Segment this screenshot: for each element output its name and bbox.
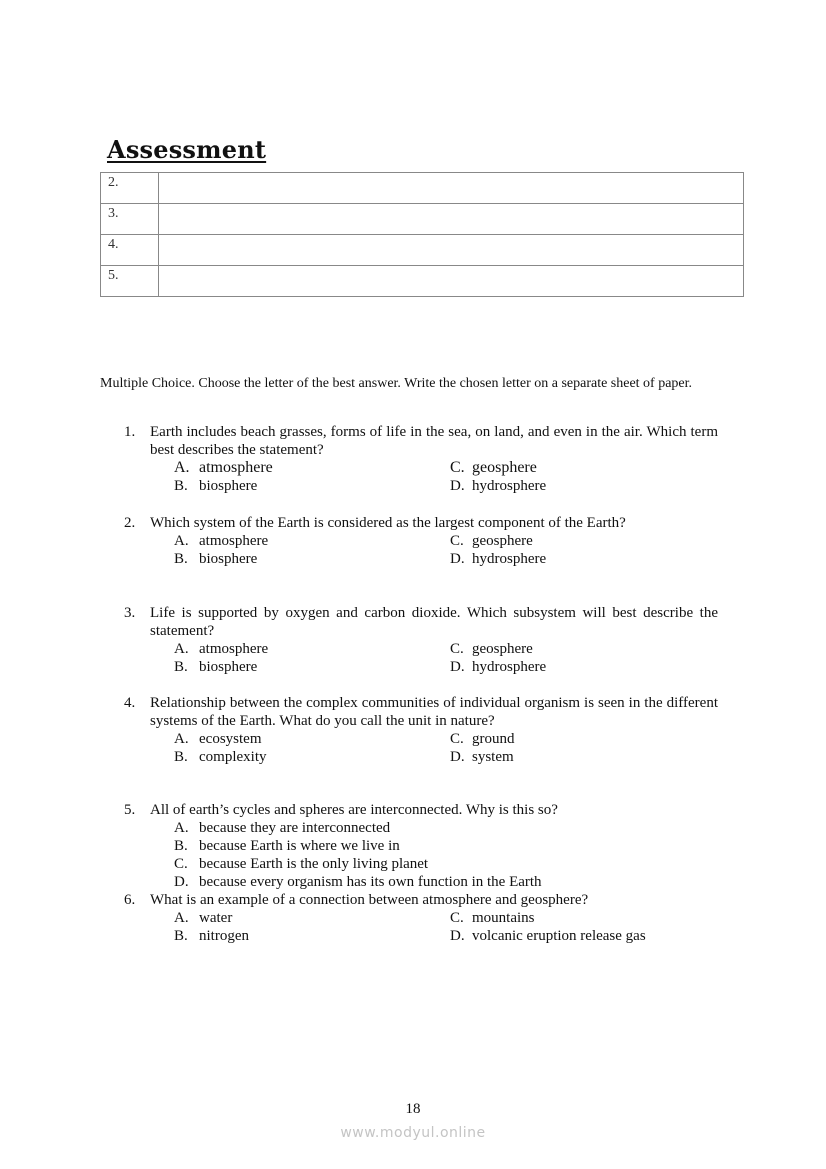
question-number: 2. <box>124 515 136 531</box>
answer-table <box>100 172 744 297</box>
page-title: Assessment <box>107 135 267 164</box>
option: A. because they are interconnected <box>174 820 391 836</box>
page-number: 18 <box>405 1101 421 1117</box>
answer-cell[interactable] <box>159 266 744 297</box>
row-number: 2. <box>101 173 159 204</box>
row-number: 3. <box>101 204 159 235</box>
option: A. atmosphere <box>174 641 269 657</box>
option: C. because Earth is the only living planet <box>174 856 429 872</box>
option: B. because Earth is where we live in <box>174 838 400 854</box>
question-number: 3. <box>124 605 136 621</box>
option: A. atmosphere <box>174 533 269 549</box>
question-2 <box>124 514 718 568</box>
table-row <box>101 204 744 235</box>
question-3 <box>124 604 718 676</box>
option: D. volcanic eruption release gas <box>450 928 646 944</box>
option: B. biosphere <box>174 551 258 567</box>
watermark: www.modyul.online <box>340 1125 486 1141</box>
option: A. atmosphere <box>174 459 273 476</box>
option: D. because every organism has its own function in the Earth <box>174 874 542 890</box>
option: C. ground <box>450 731 515 747</box>
table-row <box>101 235 744 266</box>
option: D. hydrosphere <box>450 551 547 567</box>
option: C. geosphere <box>450 533 533 549</box>
answer-cell[interactable] <box>159 204 744 235</box>
question-4 <box>124 694 718 766</box>
question-text: Which system of the Earth is considered as the largest component of the Earth? <box>150 515 626 531</box>
table-row <box>101 173 744 204</box>
question-number: 5. <box>124 802 136 818</box>
option: D. system <box>450 749 514 765</box>
option: A. water <box>174 910 233 926</box>
option: C. mountains <box>450 910 535 926</box>
table-row <box>101 266 744 297</box>
option: C. geosphere <box>450 459 537 476</box>
option: D. hydrosphere <box>450 659 547 675</box>
answer-cell[interactable] <box>159 235 744 266</box>
question-5 <box>124 801 718 891</box>
option: B. biosphere <box>174 659 258 675</box>
question-text: Relationship between the complex communities of individual organism is seen in the different systems of the Earth. What do you call the unit in nature? <box>150 695 718 729</box>
question-1 <box>124 423 718 495</box>
option: D. hydrosphere <box>450 478 547 494</box>
question-text: What is an example of a connection between atmosphere and geosphere? <box>150 892 589 908</box>
option: B. nitrogen <box>174 928 249 944</box>
row-number: 5. <box>101 266 159 297</box>
question-text: Earth includes beach grasses, forms of life in the sea, on land, and even in the air. Which term best describes the statement? <box>150 424 718 458</box>
question-6 <box>124 891 718 945</box>
instructions: Multiple Choice. Choose the letter of the best answer. Write the chosen letter on a separate sheet of paper. <box>100 376 693 391</box>
option: C. geosphere <box>450 641 533 657</box>
option: B. biosphere <box>174 478 258 494</box>
row-number: 4. <box>101 235 159 266</box>
option: B. complexity <box>174 749 267 765</box>
question-text: Life is supported by oxygen and carbon dioxide. Which subsystem will best describe the statement? <box>150 605 718 639</box>
option: A. ecosystem <box>174 731 262 747</box>
question-number: 4. <box>124 695 136 711</box>
question-text: All of earth’s cycles and spheres are interconnected. Why is this so? <box>150 802 558 818</box>
question-number: 1. <box>124 424 136 440</box>
answer-cell[interactable] <box>159 173 744 204</box>
question-number: 6. <box>124 892 136 908</box>
